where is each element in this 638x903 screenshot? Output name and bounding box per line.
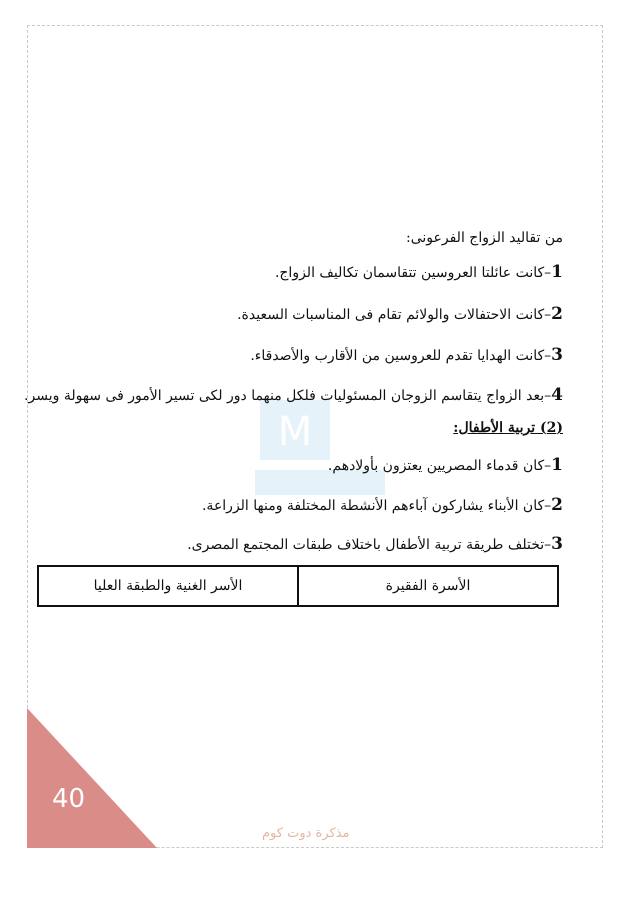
table-row (38, 566, 558, 606)
svg-text:M: M (277, 409, 313, 455)
section2-title: (2) تربية الأطفال: (453, 420, 563, 436)
tradition-item: 4–بعد الزواج يتقاسم الزوجان المسئوليات فلكل منهما دور لكى تسير الأمور فى سهولة ويسر. (24, 385, 563, 405)
classes-table (37, 565, 559, 607)
table-cell-poor: الأسرة الفقيرة (298, 566, 558, 606)
page-number: 40 (52, 784, 86, 814)
watermark-logo-icon (240, 395, 400, 505)
children-item: 3–تختلف طريقة تربية الأطفال باختلاف طبقات المجتمع المصرى. (187, 534, 563, 554)
footer-brand: مذكرة دوت كوم (262, 826, 350, 841)
tradition-item: 2–كانت الاحتفالات والولائم تقام فى المناسبات السعيدة. (237, 304, 563, 324)
tradition-item: 3–كانت الهدايا تقدم للعروسين من الأقارب والأصدقاء. (250, 345, 563, 365)
children-item: 2–كان الأبناء يشاركون آباءهم الأنشطة المختلفة ومنها الزراعة. (201, 495, 563, 515)
children-item: 1–كان قدماء المصريين يعتزون بأولادهم. (327, 455, 563, 475)
tradition-item: 1–كانت عائلتا العروسين تتقاسمان تكاليف الزواج. (274, 262, 563, 282)
table-cell-rich: الأسر الغنية والطبقة العليا (38, 566, 298, 606)
corner-triangle (27, 708, 157, 848)
heading-traditions: من تقاليد الزواج الفرعونى: (406, 230, 563, 246)
